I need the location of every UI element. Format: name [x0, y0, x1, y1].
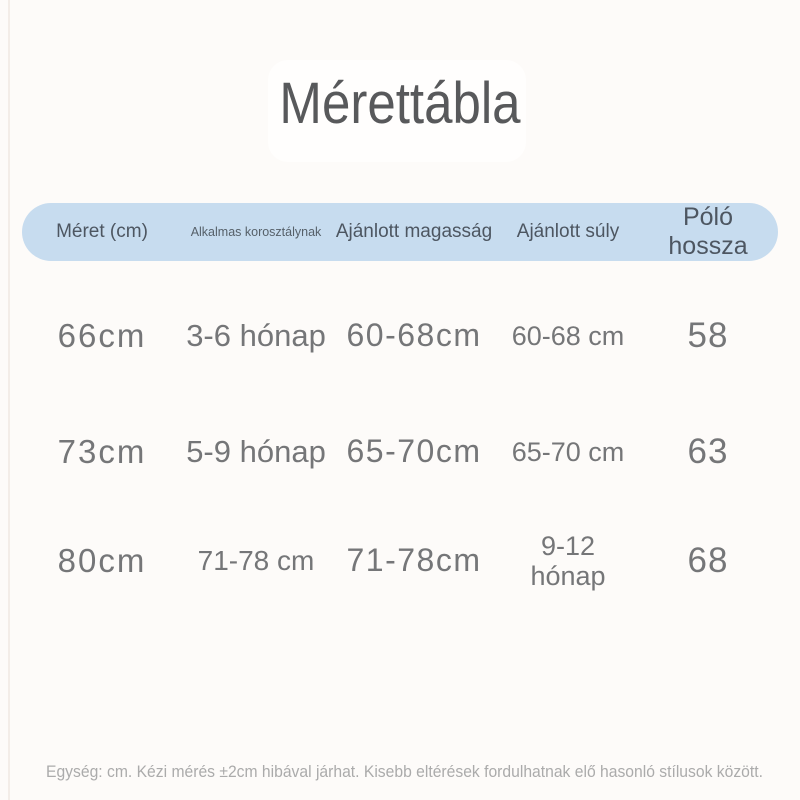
page-title: Mérettábla: [279, 71, 521, 136]
cell-shirt-length: 63: [687, 432, 729, 472]
column-header-recommended-weight: Ajánlott súly: [516, 221, 620, 243]
measurement-footnote: Egység: cm. Kézi mérés ±2cm hibával járhat. Kisebb eltérések fordulhatnak elő hasonló stílusok között.: [46, 763, 763, 781]
column-header-age-group: Alkalmas korosztálynak: [190, 224, 322, 239]
cell-shirt-length: 68: [687, 541, 729, 581]
cell-size: 80cm: [57, 541, 147, 579]
column-header-size: Méret (cm): [56, 221, 148, 243]
cell-recommended-weight: 60-68 cm: [511, 320, 625, 351]
column-header-shirt-length: Póló hossza: [668, 203, 748, 260]
table-header-row: [22, 203, 778, 261]
cell-size: 66cm: [57, 316, 147, 354]
cell-age-group: 5-9 hónap: [186, 433, 326, 469]
cell-recommended-height: 71-78cm: [346, 542, 482, 579]
table-row: [22, 508, 778, 614]
cell-size: 73cm: [57, 432, 147, 470]
left-edge-strip: [8, 0, 10, 800]
cell-recommended-height: 65-70cm: [346, 433, 482, 470]
table-row: [22, 396, 778, 508]
cell-recommended-height: 60-68cm: [346, 317, 482, 354]
table-row: [22, 276, 778, 396]
cell-recommended-weight: 65-70 cm: [511, 436, 625, 467]
table-body: [22, 276, 778, 614]
cell-recommended-weight: 9-12 hónap: [530, 530, 606, 591]
cell-age-group: 71-78 cm: [197, 545, 315, 577]
column-header-recommended-height: Ajánlott magasság: [335, 221, 493, 243]
cell-shirt-length: 58: [687, 316, 729, 356]
cell-age-group: 3-6 hónap: [186, 317, 326, 353]
